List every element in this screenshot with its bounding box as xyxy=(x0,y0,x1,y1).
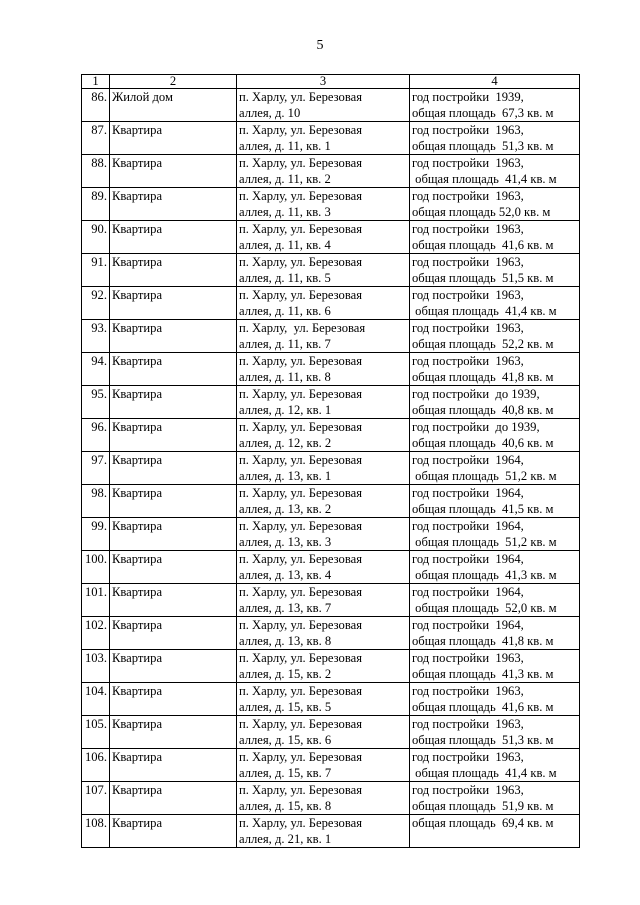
table-row xyxy=(82,386,580,419)
row-number-line: 102. xyxy=(84,618,107,632)
address-cell xyxy=(237,815,410,848)
address-cell xyxy=(237,452,410,485)
property-type-line: Квартира xyxy=(112,750,163,764)
property-type-cell xyxy=(110,221,237,254)
property-type-cell xyxy=(110,749,237,782)
property-type-line: Квартира xyxy=(112,717,163,731)
column-header: 2 xyxy=(110,75,237,89)
row-number-line: 104. xyxy=(84,684,107,698)
property-info-cell xyxy=(410,749,580,782)
address-line: аллея, д. 11, кв. 7 xyxy=(239,337,331,351)
property-type-cell xyxy=(110,716,237,749)
property-info-line: общая площадь 41,4 кв. м xyxy=(412,172,557,186)
address-cell xyxy=(237,89,410,122)
property-type-line: Квартира xyxy=(112,189,163,203)
row-number-line: 105. xyxy=(84,717,107,731)
row-number-line: 86. xyxy=(91,90,107,104)
row-number-cell xyxy=(82,188,110,221)
row-number-line: 92. xyxy=(91,288,107,302)
address-line: п. Харлу, ул. Березовая xyxy=(239,354,363,368)
property-type-line: Квартира xyxy=(112,552,163,566)
row-number-cell xyxy=(82,155,110,188)
row-number-cell xyxy=(82,815,110,848)
table-row xyxy=(82,254,580,287)
property-info-line: общая площадь 41,6 кв. м xyxy=(412,700,554,714)
address-line: п. Харлу, ул. Березовая xyxy=(239,486,363,500)
property-info-line: общая площадь 67,3 кв. м xyxy=(412,106,554,120)
address-line: п. Харлу, ул. Березовая xyxy=(239,750,363,764)
address-line: п. Харлу, ул. Березовая xyxy=(239,420,363,434)
property-info-line: общая площадь 41,8 кв. м xyxy=(412,634,554,648)
table-row xyxy=(82,749,580,782)
property-type-cell xyxy=(110,320,237,353)
property-info-line: год постройки 1963, xyxy=(412,321,524,335)
address-line: п. Харлу, ул. Березовая xyxy=(239,123,363,137)
address-line: п. Харлу, ул. Березовая xyxy=(239,189,363,203)
property-info-cell xyxy=(410,155,580,188)
table-row xyxy=(82,518,580,551)
property-info-line: общая площадь 41,4 кв. м xyxy=(412,766,557,780)
address-cell xyxy=(237,749,410,782)
property-type-cell xyxy=(110,155,237,188)
property-type-line: Квартира xyxy=(112,288,163,302)
property-info-cell xyxy=(410,617,580,650)
table-row xyxy=(82,353,580,386)
table-row xyxy=(82,584,580,617)
row-number-cell xyxy=(82,287,110,320)
property-info-cell xyxy=(410,551,580,584)
address-cell xyxy=(237,419,410,452)
address-line: аллея, д. 10 xyxy=(239,106,301,120)
table-row xyxy=(82,452,580,485)
property-type-cell xyxy=(110,254,237,287)
table-row xyxy=(82,716,580,749)
table-row xyxy=(82,155,580,188)
address-line: аллея, д. 11, кв. 8 xyxy=(239,370,331,384)
address-line: аллея, д. 15, кв. 7 xyxy=(239,766,332,780)
address-cell xyxy=(237,353,410,386)
property-type-line: Квартира xyxy=(112,123,163,137)
address-cell xyxy=(237,386,410,419)
address-line: аллея, д. 11, кв. 1 xyxy=(239,139,331,153)
row-number-cell xyxy=(82,89,110,122)
row-number-cell xyxy=(82,617,110,650)
property-type-line: Жилой дом xyxy=(112,90,173,104)
address-cell xyxy=(237,617,410,650)
row-number-line: 94. xyxy=(91,354,107,368)
property-info-line: общая площадь 41,4 кв. м xyxy=(412,304,557,318)
row-number-cell xyxy=(82,683,110,716)
property-type-line: Квартира xyxy=(112,453,163,467)
table-row xyxy=(82,485,580,518)
address-cell xyxy=(237,485,410,518)
row-number-line: 91. xyxy=(91,255,107,269)
property-info-line: общая площадь 69,4 кв. м xyxy=(412,816,554,830)
property-info-cell xyxy=(410,386,580,419)
row-number-cell xyxy=(82,320,110,353)
property-info-line: год постройки 1963, xyxy=(412,354,524,368)
property-info-cell xyxy=(410,452,580,485)
property-type-cell xyxy=(110,122,237,155)
property-info-cell xyxy=(410,716,580,749)
address-line: п. Харлу, ул. Березовая xyxy=(239,288,363,302)
property-info-line: год постройки 1964, xyxy=(412,519,524,533)
property-info-line: год постройки до 1939, xyxy=(412,387,540,401)
address-cell xyxy=(237,320,410,353)
table-row xyxy=(82,221,580,254)
row-number-line: 101. xyxy=(84,585,107,599)
address-line: аллея, д. 15, кв. 6 xyxy=(239,733,332,747)
table-row xyxy=(82,89,580,122)
address-cell xyxy=(237,650,410,683)
property-type-cell xyxy=(110,287,237,320)
property-info-line: год постройки 1963, xyxy=(412,684,524,698)
property-type-line: Квартира xyxy=(112,816,163,830)
address-line: аллея, д. 12, кв. 2 xyxy=(239,436,332,450)
row-number-line: 98. xyxy=(91,486,107,500)
property-info-line: год постройки 1939, xyxy=(412,90,524,104)
property-info-line: общая площадь 51,3 кв. м xyxy=(412,139,554,153)
property-info-cell xyxy=(410,287,580,320)
property-type-cell xyxy=(110,782,237,815)
address-cell xyxy=(237,716,410,749)
address-line: п. Харлу, ул. Березовая xyxy=(239,387,363,401)
property-info-cell xyxy=(410,419,580,452)
property-info-line: год постройки 1964, xyxy=(412,552,524,566)
property-info-line: год постройки 1963, xyxy=(412,123,524,137)
property-info-line: общая площадь 41,8 кв. м xyxy=(412,370,554,384)
table-row xyxy=(82,617,580,650)
table-row xyxy=(82,551,580,584)
address-line: п. Харлу, ул. Березовая xyxy=(239,816,363,830)
table-row xyxy=(82,122,580,155)
address-cell xyxy=(237,584,410,617)
property-type-line: Квартира xyxy=(112,486,163,500)
property-type-cell xyxy=(110,452,237,485)
table-row xyxy=(82,782,580,815)
property-info-cell xyxy=(410,815,580,848)
property-type-line: Квартира xyxy=(112,354,163,368)
address-line: п. Харлу, ул. Березовая xyxy=(239,552,363,566)
row-number-line: 97. xyxy=(91,453,107,467)
property-type-line: Квартира xyxy=(112,255,163,269)
row-number-line: 100. xyxy=(84,552,107,566)
property-info-cell xyxy=(410,89,580,122)
address-cell xyxy=(237,221,410,254)
property-info-line: год постройки 1964, xyxy=(412,486,524,500)
property-info-line: год постройки до 1939, xyxy=(412,420,540,434)
property-type-cell xyxy=(110,485,237,518)
table-row xyxy=(82,287,580,320)
property-type-cell xyxy=(110,617,237,650)
property-info-cell xyxy=(410,683,580,716)
address-line: п. Харлу, ул. Березовая xyxy=(239,519,363,533)
property-info-cell xyxy=(410,782,580,815)
property-type-cell xyxy=(110,89,237,122)
property-type-cell xyxy=(110,584,237,617)
property-info-line: общая площадь 51,2 кв. м xyxy=(412,469,557,483)
page-number: 5 xyxy=(316,38,324,53)
property-info-line: год постройки 1963, xyxy=(412,156,524,170)
property-type-cell xyxy=(110,386,237,419)
row-number-cell xyxy=(82,254,110,287)
address-line: аллея, д. 15, кв. 5 xyxy=(239,700,332,714)
property-info-line: общая площадь 51,3 кв. м xyxy=(412,733,554,747)
address-line: аллея, д. 15, кв. 8 xyxy=(239,799,332,813)
address-line: аллея, д. 11, кв. 6 xyxy=(239,304,331,318)
address-line: аллея, д. 13, кв. 1 xyxy=(239,469,332,483)
property-type-cell xyxy=(110,815,237,848)
address-line: п. Харлу, ул. Березовая xyxy=(239,684,363,698)
address-line: аллея, д. 13, кв. 3 xyxy=(239,535,332,549)
address-line: аллея, д. 13, кв. 8 xyxy=(239,634,332,648)
property-type-line: Квартира xyxy=(112,420,163,434)
property-info-line: год постройки 1964, xyxy=(412,585,524,599)
row-number-cell xyxy=(82,122,110,155)
property-type-line: Квартира xyxy=(112,585,163,599)
property-type-line: Квартира xyxy=(112,387,163,401)
property-type-cell xyxy=(110,551,237,584)
table-row xyxy=(82,188,580,221)
row-number-cell xyxy=(82,419,110,452)
property-info-line: общая площадь 41,3 кв. м xyxy=(412,568,557,582)
property-info-cell xyxy=(410,584,580,617)
property-info-line: общая площадь 41,5 кв. м xyxy=(412,502,554,516)
property-info-line: общая площадь 40,8 кв. м xyxy=(412,403,554,417)
row-number-line: 95. xyxy=(91,387,107,401)
property-type-cell xyxy=(110,188,237,221)
row-number-cell xyxy=(82,584,110,617)
property-type-line: Квартира xyxy=(112,321,163,335)
property-info-line: год постройки 1963, xyxy=(412,717,524,731)
address-line: аллея, д. 21, кв. 1 xyxy=(239,832,332,846)
address-cell xyxy=(237,782,410,815)
property-type-cell xyxy=(110,518,237,551)
row-number-cell xyxy=(82,518,110,551)
property-info-line: общая площадь 41,6 кв. м xyxy=(412,238,554,252)
row-number-cell xyxy=(82,485,110,518)
property-info-cell xyxy=(410,254,580,287)
address-line: аллея, д. 11, кв. 4 xyxy=(239,238,331,252)
property-info-cell xyxy=(410,188,580,221)
row-number-line: 96. xyxy=(91,420,107,434)
property-type-line: Квартира xyxy=(112,684,163,698)
address-line: п. Харлу, ул. Березовая xyxy=(239,222,363,236)
property-info-line: общая площадь 40,6 кв. м xyxy=(412,436,554,450)
row-number-cell xyxy=(82,551,110,584)
column-header: 4 xyxy=(410,75,580,89)
row-number-line: 107. xyxy=(84,783,107,797)
property-info-line: год постройки 1963, xyxy=(412,189,524,203)
address-line: п. Харлу, ул. Березовая xyxy=(239,618,363,632)
property-type-line: Квартира xyxy=(112,222,163,236)
address-cell xyxy=(237,683,410,716)
address-cell xyxy=(237,122,410,155)
table-header-row xyxy=(82,75,580,89)
address-line: аллея, д. 13, кв. 7 xyxy=(239,601,332,615)
row-number-line: 106. xyxy=(84,750,107,764)
address-line: п. Харлу, ул. Березовая xyxy=(239,255,363,269)
address-line: аллея, д. 15, кв. 2 xyxy=(239,667,332,681)
property-type-cell xyxy=(110,683,237,716)
address-line: п. Харлу, ул. Березовая xyxy=(239,453,363,467)
row-number-cell xyxy=(82,221,110,254)
column-header: 1 xyxy=(82,75,110,89)
address-line: аллея, д. 11, кв. 2 xyxy=(239,172,331,186)
address-cell xyxy=(237,551,410,584)
table-row xyxy=(82,815,580,848)
property-type-line: Квартира xyxy=(112,519,163,533)
row-number-line: 108. xyxy=(84,816,107,830)
property-info-cell xyxy=(410,353,580,386)
address-cell xyxy=(237,155,410,188)
property-type-line: Квартира xyxy=(112,156,163,170)
property-info-line: общая площадь 51,9 кв. м xyxy=(412,799,554,813)
property-info-line: общая площадь 51,5 кв. м xyxy=(412,271,554,285)
property-type-cell xyxy=(110,419,237,452)
property-table xyxy=(81,74,580,848)
row-number-cell xyxy=(82,782,110,815)
column-header: 3 xyxy=(237,75,410,89)
property-info-line: год постройки 1964, xyxy=(412,453,524,467)
address-line: аллея, д. 11, кв. 5 xyxy=(239,271,331,285)
property-info-line: общая площадь 41,3 кв. м xyxy=(412,667,554,681)
property-type-cell xyxy=(110,650,237,683)
table-row xyxy=(82,320,580,353)
address-cell xyxy=(237,188,410,221)
property-info-cell xyxy=(410,650,580,683)
property-info-line: год постройки 1963, xyxy=(412,288,524,302)
property-info-line: год постройки 1963, xyxy=(412,255,524,269)
address-line: п. Харлу, ул. Березовая xyxy=(239,90,363,104)
property-info-line: год постройки 1963, xyxy=(412,222,524,236)
property-info-cell xyxy=(410,485,580,518)
row-number-line: 90. xyxy=(91,222,107,236)
property-info-cell xyxy=(410,518,580,551)
table-row xyxy=(82,683,580,716)
row-number-cell xyxy=(82,452,110,485)
address-line: п. Харлу, ул. Березовая xyxy=(239,783,363,797)
address-line: аллея, д. 12, кв. 1 xyxy=(239,403,332,417)
address-line: п. Харлу, ул. Березовая xyxy=(239,717,363,731)
property-info-line: год постройки 1963, xyxy=(412,783,524,797)
property-type-cell xyxy=(110,353,237,386)
row-number-line: 87. xyxy=(91,123,107,137)
property-info-cell xyxy=(410,122,580,155)
property-type-line: Квартира xyxy=(112,651,163,665)
row-number-cell xyxy=(82,650,110,683)
property-info-line: общая площадь 51,2 кв. м xyxy=(412,535,557,549)
property-info-cell xyxy=(410,221,580,254)
property-info-line: общая площадь 52,0 кв. м xyxy=(412,601,557,615)
row-number-line: 88. xyxy=(91,156,107,170)
address-line: аллея, д. 11, кв. 3 xyxy=(239,205,331,219)
row-number-cell xyxy=(82,716,110,749)
table-row xyxy=(82,650,580,683)
row-number-line: 99. xyxy=(91,519,107,533)
address-line: аллея, д. 13, кв. 4 xyxy=(239,568,332,582)
address-line: п. Харлу, ул. Березовая xyxy=(239,321,366,335)
row-number-cell xyxy=(82,749,110,782)
property-info-line: год постройки 1963, xyxy=(412,651,524,665)
address-line: п. Харлу, ул. Березовая xyxy=(239,156,363,170)
property-info-line: общая площадь 52,0 кв. м xyxy=(412,205,551,219)
property-info-line: год постройки 1963, xyxy=(412,750,524,764)
property-type-line: Квартира xyxy=(112,618,163,632)
address-line: п. Харлу, ул. Березовая xyxy=(239,585,363,599)
row-number-line: 93. xyxy=(91,321,107,335)
property-info-line: год постройки 1964, xyxy=(412,618,524,632)
property-info-cell xyxy=(410,320,580,353)
property-type-line: Квартира xyxy=(112,783,163,797)
address-cell xyxy=(237,287,410,320)
address-line: аллея, д. 13, кв. 2 xyxy=(239,502,332,516)
property-info-line: общая площадь 52,2 кв. м xyxy=(412,337,554,351)
address-line: п. Харлу, ул. Березовая xyxy=(239,651,363,665)
address-cell xyxy=(237,254,410,287)
table-row xyxy=(82,419,580,452)
address-cell xyxy=(237,518,410,551)
row-number-cell xyxy=(82,353,110,386)
row-number-line: 89. xyxy=(91,189,107,203)
row-number-cell xyxy=(82,386,110,419)
row-number-line: 103. xyxy=(84,651,107,665)
